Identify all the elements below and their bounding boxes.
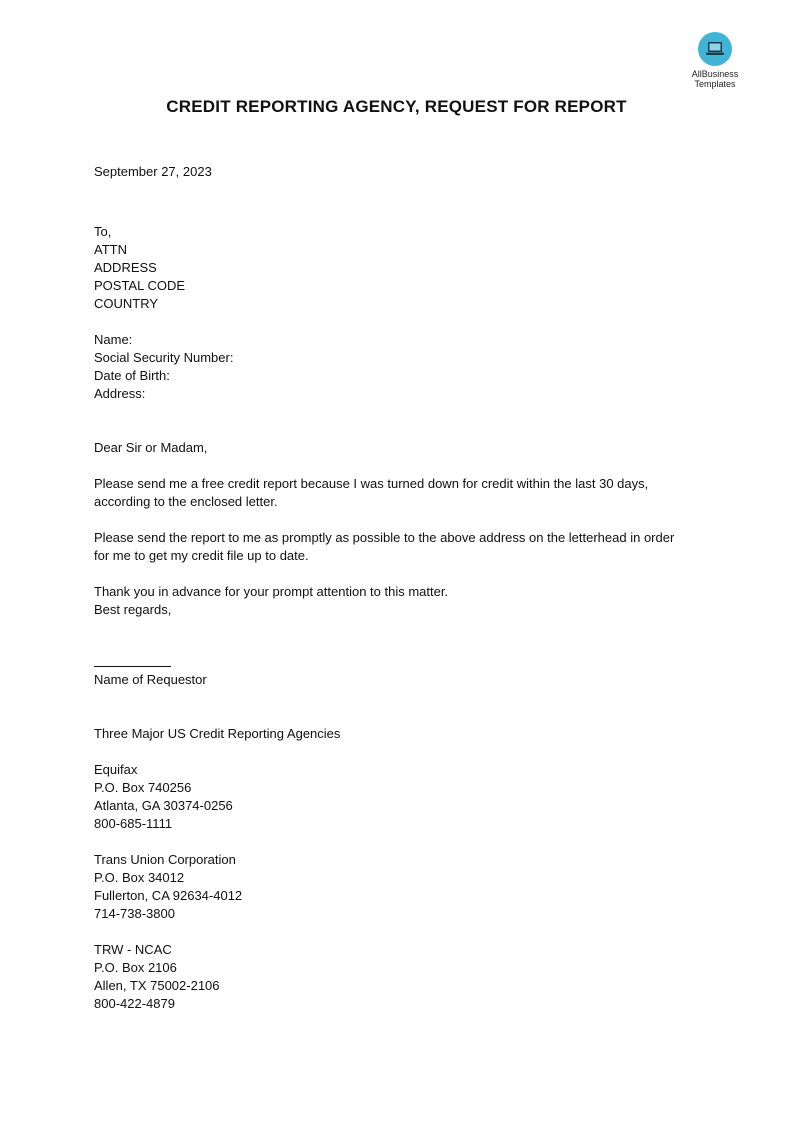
letter-date: September 27, 2023	[94, 164, 212, 179]
logo-text	[680, 69, 750, 89]
paragraph-1-line-2: according to the enclosed letter.	[94, 494, 278, 509]
field-ssn: Social Security Number:	[94, 350, 234, 365]
agency-name: Equifax	[94, 762, 138, 777]
recipient-attn: ATTN	[94, 242, 127, 257]
salutation: Dear Sir or Madam,	[94, 440, 208, 455]
logo-line-2: Templates	[694, 79, 736, 89]
agency-po-box: P.O. Box 740256	[94, 780, 192, 795]
field-address: Address:	[94, 386, 146, 401]
agency-phone: 714-738-3800	[94, 906, 175, 921]
agency-name: Trans Union Corporation	[94, 852, 236, 867]
signature-label: Name of Requestor	[94, 672, 207, 687]
paragraph-2-line-2: for me to get my credit file up to date.	[94, 548, 309, 563]
agencies-heading: Three Major US Credit Reporting Agencies	[94, 726, 341, 741]
recipient-address: ADDRESS	[94, 260, 157, 275]
paragraph-2-line-1: Please send the report to me as promptly as possible to the above address on the letterhead in order	[94, 530, 675, 545]
document-title: CREDIT REPORTING AGENCY, REQUEST FOR REPORT	[166, 97, 627, 116]
agency-phone: 800-685-1111	[94, 816, 173, 831]
letter-body	[94, 163, 714, 1013]
agency-city: Allen, TX 75002-2106	[94, 978, 220, 993]
agency-po-box: P.O. Box 2106	[94, 960, 177, 975]
recipient-country: COUNTRY	[94, 296, 159, 311]
agency-phone: 800-422-4879	[94, 996, 175, 1011]
agency-po-box: P.O. Box 34012	[94, 870, 185, 885]
logo-line-1: AllBusiness	[691, 69, 739, 79]
field-dob: Date of Birth:	[94, 368, 170, 383]
brand-logo[interactable]	[680, 32, 750, 89]
field-name: Name:	[94, 332, 133, 347]
agency-city: Atlanta, GA 30374-0256	[94, 798, 233, 813]
paragraph-3-line-1: Thank you in advance for your prompt attention to this matter.	[94, 584, 449, 599]
laptop-icon	[698, 32, 732, 66]
recipient-to: To,	[94, 224, 112, 239]
signature-line	[94, 661, 171, 667]
agency-city: Fullerton, CA 92634-4012	[94, 888, 243, 903]
paragraph-1-line-1: Please send me a free credit report because I was turned down for credit within the last 30 days,	[94, 476, 649, 491]
closing: Best regards,	[94, 602, 172, 617]
agency-name: TRW - NCAC	[94, 942, 172, 957]
recipient-postal-code: POSTAL CODE	[94, 278, 186, 293]
